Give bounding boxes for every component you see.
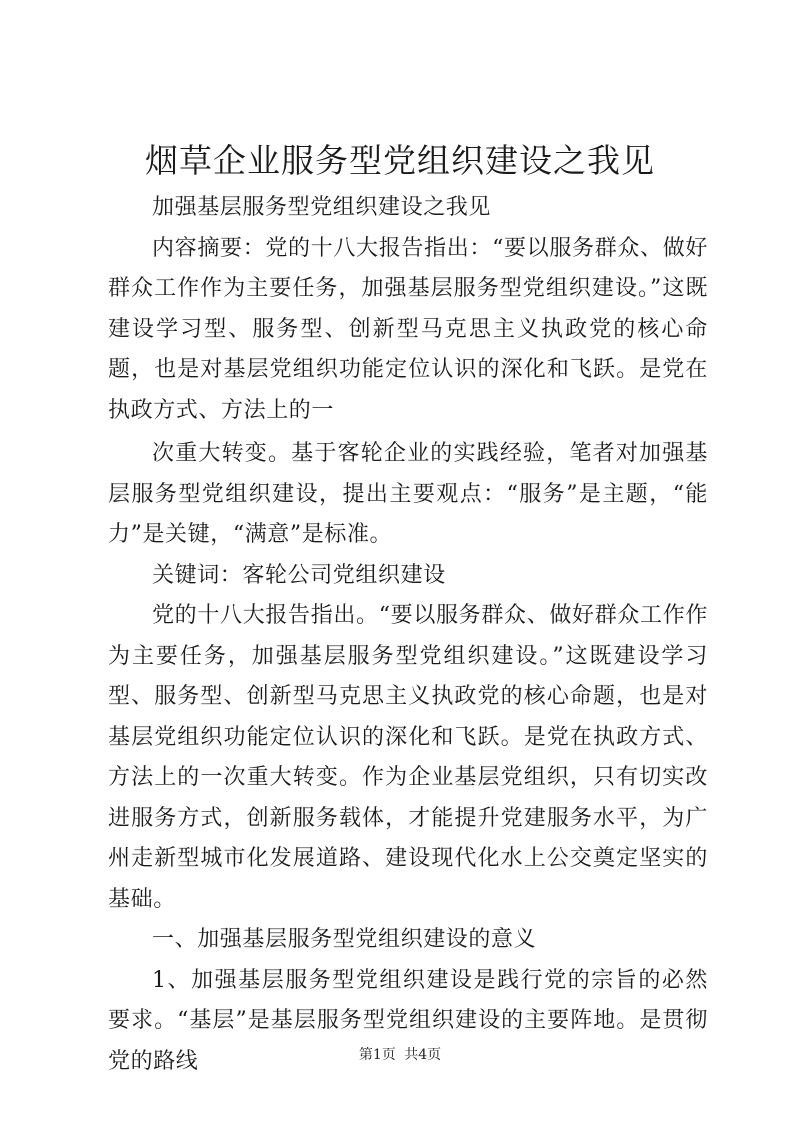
document-body: [108, 188, 708, 1082]
keywords-paragraph: 关键词：客轮公司党组织建设: [152, 562, 446, 588]
page-footer: [0, 1045, 800, 1065]
page-total: 共4页: [404, 1047, 442, 1063]
body-paragraph-point-1: 1、加强基层服务型党组织建设是践行党的宗旨的必然要求。“基层”是基层服务型党组织建设的主要阵地。是贯彻党的路线: [108, 967, 708, 1074]
abstract-continuation-paragraph: 次重大转变。基于客轮企业的实践经验，笔者对加强基层服务型党组织建设，提出主要观点：“服务”是主题，“能力”是关键，“满意”是标准。: [108, 441, 708, 547]
section-heading: 一、加强基层服务型党组织建设的意义: [152, 927, 537, 952]
document-title: 烟草企业服务型党组织建设之我见: [145, 141, 655, 180]
subtitle-paragraph: 加强基层服务型党组织建设之我见: [152, 195, 492, 220]
body-paragraph: 党的十八大报告指出。“要以服务群众、做好群众工作作为主要任务，加强基层服务型党组织建设。”这既建设学习型、服务型、创新型马克思主义执政党的核心命题，也是对基层党组织功能定位认识的深化和飞跃。是党在执政方式、方法上的一次重大转变。作为企业基层党组织，只有切实改进服务方式，创新服务载体，才能提升党建服务水平，为广州走新型城市化发展道路、建设现代化水上公交奠定坚实的基础。: [108, 603, 708, 912]
abstract-paragraph: 内容摘要：党的十八大报告指出：“要以服务群众、做好群众工作作为主要任务，加强基层服务型党组织建设。”这既建设学习型、服务型、创新型马克思主义执政党的核心命题，也是对基层党组织功能定位认识的深化和飞跃。是党在执政方式、方法上的一: [108, 235, 708, 423]
page-number: 第1页: [358, 1047, 396, 1063]
